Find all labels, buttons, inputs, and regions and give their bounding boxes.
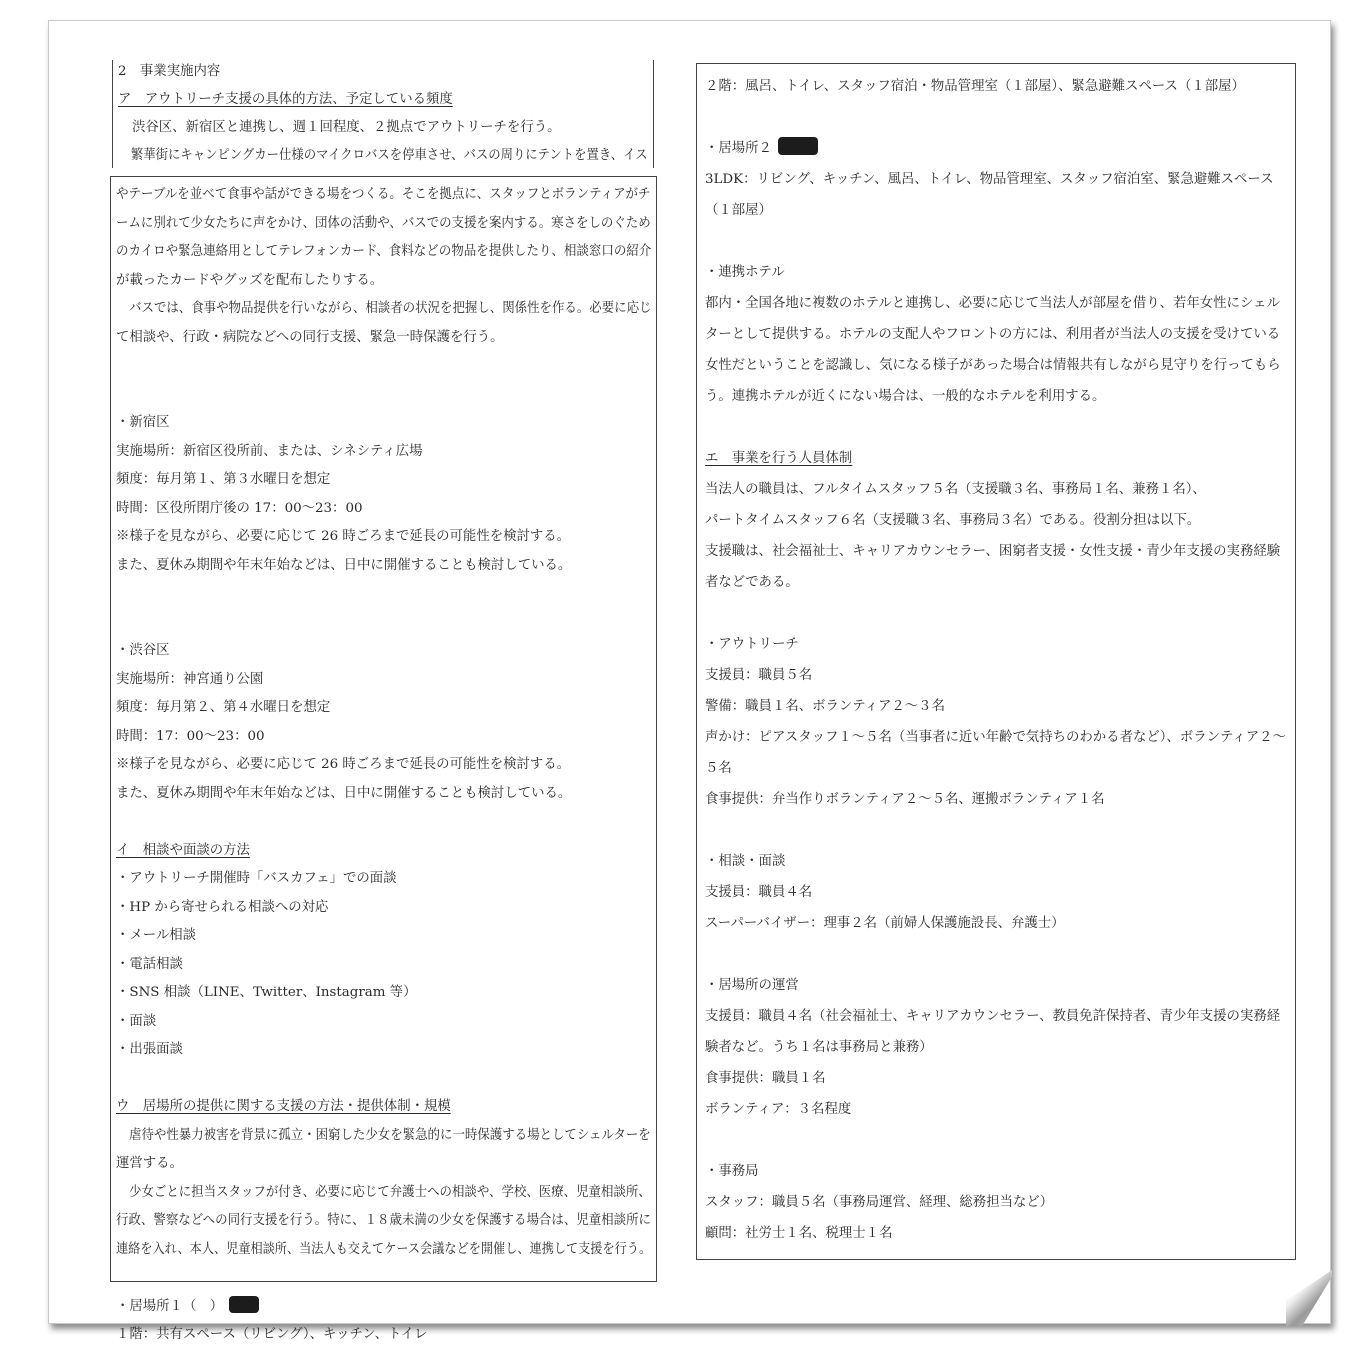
line-text: ・アウトリーチ開催時「バスカフェ」での面談 [116,871,397,886]
blank-line [705,598,1290,629]
text-line [116,267,651,296]
blank-line [116,580,651,609]
line-text: 行政、警察などへの同行支援を行う。特に、１８歳未満の少女を保護する場合は、児童相談所に [116,1213,651,1228]
line-text: ・SNS 相談（LINE、Twitter、Instagram 等） [116,985,417,1000]
redaction-block [778,137,818,155]
text-line [116,780,651,809]
blank-line [116,381,651,410]
text-line [705,722,1290,753]
text-line [116,1036,651,1065]
text-line [116,210,651,239]
blank-line [705,412,1290,443]
text-line [116,751,651,780]
text-line [116,694,651,723]
text-line [116,1122,651,1151]
blank-line [705,815,1290,846]
text-line [116,723,651,752]
line-text: スタッフ：職員５名（事務局運営、経理、総務担当など） [705,1195,1054,1210]
blank-line [116,352,651,381]
text-line [116,979,651,1008]
line-text: 3LDK：リビング、キッチン、風呂、トイレ、物品管理室、スタッフ宿泊室、緊急避難スペース [705,172,1274,187]
text-line [705,629,1290,660]
text-line [705,536,1290,567]
line-text: ２階：風呂、トイレ、スタッフ宿泊・物品管理室（１部屋）、緊急避難スペース（１部屋） [705,79,1245,94]
text-line [705,908,1290,939]
text-line [116,295,652,324]
text-line [116,1093,651,1122]
line-text: ※様子を見ながら、必要に応じて 26 時ごろまで延長の可能性を検討する。 [116,757,571,772]
line-text: 2 事業実施内容 [118,64,221,79]
text-line [705,1001,1290,1032]
line-text: やテーブルを並べて食事や話ができる場をつくる。そこを拠点に、スタッフとボランティアがチ [116,187,651,202]
text-line [116,1008,651,1037]
text-line [705,1156,1290,1187]
text-line [705,443,1290,474]
text-line [118,114,648,142]
text-line [705,505,1290,536]
line-text: 都内・全国各地に複数のホテルと連携し、必要に応じて当法人が部屋を借り、若年女性にシェル [705,296,1280,311]
line-text: また、夏休み期間や年末年始などは、日中に開催することも検討している。 [116,557,572,573]
text-line [116,1293,651,1322]
text-line [116,951,651,980]
blank-line [705,226,1290,257]
text-line [118,142,648,170]
text-line [705,195,1290,226]
text-line [705,660,1290,691]
text-line [705,877,1290,908]
line-text: （１部屋） [705,203,772,218]
text-line [705,1218,1290,1249]
line-text: ームに別れて少女たちに声をかけ、団体の活動や、バスでの支援を案内する。寒さをしのぐため [116,215,651,231]
line-text: 連絡を入れ、本人、児童相談所、当法人も交えてケース会議などを開催し、連携して支援を行う。 [116,1241,652,1257]
line-text: 支援員：職員４名 [705,885,813,900]
text-line [705,1032,1290,1063]
text-line [705,71,1290,102]
text-line [705,1063,1290,1094]
text-line [705,784,1290,815]
text-line [116,552,651,581]
text-line [705,133,1290,164]
line-text: 支援職は、社会福祉士、キャリアカウンセラー、困窮者支援・女性支援・青少年支援の実務経験 [705,544,1281,559]
line-text: スーパーバイザー：理事２名（前婦人保護施設長、弁護士） [705,916,1065,931]
line-text: 頻度：毎月第１、第３水曜日を想定 [116,472,331,487]
line-text: 験者など。うち１名は事務局と兼務） [705,1040,933,1055]
text-line [116,894,651,923]
left-main-column [116,181,651,1350]
line-text: 顧問：社労士１名、税理士１名 [705,1226,893,1241]
text-line [705,1094,1290,1125]
line-text: て相談や、行政・病院などへの同行支援、緊急一時保護を行う。 [116,329,504,345]
line-text: また、夏休み期間や年末年始などは、日中に開催することも検討している。 [116,785,572,801]
right-main-column [705,71,1290,1249]
text-line [705,288,1290,319]
line-text: 食事提供：弁当作りボランティア２〜５名、運搬ボランティア１名 [705,792,1105,807]
line-text: ・相談・面談 [705,854,786,869]
text-line [705,846,1290,877]
line-text: 渋谷区、新宿区と連携し、週１回程度、２拠点でアウトリーチを行う。 [132,120,561,135]
line-text: 支援員：職員４名（社会福祉士、キャリアカウンセラー、教員免許保持者、青少年支援の実務経 [705,1009,1281,1024]
line-text: 時間：17：00〜23：00 [116,728,265,744]
line-text: 少女ごとに担当スタッフが付き、必要に応じて弁護士への相談や、学校、医療、児童相談所、 [129,1184,651,1200]
text-line [116,1207,651,1236]
line-text: ・渋谷区 [116,643,170,658]
text-line [118,86,648,114]
line-text: バスでは、食事や物品提供を行いながら、相談者の状況を把握し、関係性を作る。必要に応じ [129,301,652,316]
line-text: ・出張面談 [116,1042,183,1057]
text-line [705,1187,1290,1218]
line-text: が載ったカードやグッズを配布したりする。 [116,272,384,288]
text-line [705,257,1290,288]
section-heading: ウ 居場所の提供に関する支援の方法・提供体制・規模 [116,1099,451,1114]
line-text: １階：共有スペース（リビング）、キッチン、トイレ [116,1327,428,1342]
line-text: パートタイムスタッフ６名（支援職３名、事務局３名）である。役割分担は以下。 [705,513,1201,528]
blank-line [116,609,651,638]
text-line [705,567,1290,598]
line-text: ・事務局 [705,1164,759,1179]
text-line [116,837,651,866]
text-line [116,666,651,695]
text-line [116,495,651,524]
text-line [116,409,651,438]
line-text: 警備：職員１名、ボランティア２〜３名 [705,699,945,714]
line-text: 実施場所：新宿区役所前、または、シネシティ広場 [116,443,423,459]
text-line [705,381,1290,412]
blank-line [116,808,651,837]
text-line [705,970,1290,1001]
line-text: ・面談 [116,1013,157,1029]
line-text: 虐待や性暴力被害を背景に孤立・困窮した少女を緊急的に一時保護する場としてシェルターを [129,1127,651,1143]
line-text: ・居場所１（ ） [116,1298,224,1314]
redaction-block [229,1296,259,1313]
text-line [116,1179,651,1208]
text-line [116,523,651,552]
left-top-column [118,58,648,170]
text-line [118,58,648,86]
text-line [116,865,651,894]
line-text: ・アウトリーチ [705,637,799,652]
section-heading: イ 相談や面談の方法 [116,842,250,858]
line-text: 支援員：職員５名 [705,668,813,683]
section-heading: ア アウトリーチ支援の具体的方法、予定している頻度 [118,92,453,107]
blank-line [705,102,1290,133]
text-line [705,691,1290,722]
line-text: ・居場所２ [705,141,772,156]
line-text: 実施場所：神宮通り公園 [116,671,264,687]
line-text: 運営する。 [116,1156,183,1171]
text-line [116,1321,651,1350]
text-line [116,181,651,210]
text-line [116,637,651,666]
text-line [705,350,1290,381]
line-text: 繁華街にキャンピングカー仕様のマイクロバスを停車させ、バスの周りにテントを置き、イス [130,148,648,163]
line-text: 食事提供：職員１名 [705,1071,826,1086]
line-text: 者などである。 [705,575,799,590]
line-text: ボランティア：３名程度 [705,1102,852,1117]
line-text: のカイロや緊急連絡用としてテレフォンカード、食料などの物品を提供したり、相談窓口の紹介 [116,244,652,259]
text-line [116,1150,651,1179]
text-line [116,466,651,495]
line-text: ・メール相談 [116,928,197,943]
text-line [116,1236,652,1265]
blank-line [705,939,1290,970]
text-line [705,474,1290,505]
blank-line [116,1065,651,1094]
line-text: う。連携ホテルが近くにない場合は、一般的なホテルを利用する。 [705,389,1106,404]
text-line [705,164,1290,195]
line-text: 声かけ：ピアスタッフ１〜５名（当事者に近い年齢で気持ちのわかる者など）、ボランティア２〜 [705,730,1286,745]
text-line [705,319,1290,350]
line-text: ・居場所の運営 [705,978,799,993]
section-heading: エ 事業を行う人員体制 [705,451,853,466]
text-line [116,438,651,467]
text-line [705,753,1290,784]
text-line [116,922,651,951]
line-text: ※様子を見ながら、必要に応じて 26 時ごろまで延長の可能性を検討する。 [116,529,571,544]
line-text: 当法人の職員は、フルタイムスタッフ５名（支援職３名、事務局１名、兼務１名）、 [705,482,1206,497]
blank-line [116,1264,651,1293]
line-text: 頻度：毎月第２、第４水曜日を想定 [116,700,331,715]
blank-line [705,1125,1290,1156]
line-text: ・新宿区 [116,415,170,430]
line-text: ・連携ホテル [705,265,785,280]
line-text: 女性だということを認識し、気になる様子があった場合は情報共有しながら見守りを行ってもら [705,358,1281,373]
line-text: 時間：区役所閉庁後の 17：00〜23：00 [116,500,363,516]
text-line [116,238,652,267]
line-text: ターとして提供する。ホテルの支配人やフロントの方には、利用者が当法人の支援を受けている [705,327,1281,342]
line-text: ・HP から寄せられる相談への対応 [116,899,329,915]
line-text: ５名 [705,761,732,776]
line-text: ・電話相談 [116,956,183,972]
text-line [116,324,651,353]
